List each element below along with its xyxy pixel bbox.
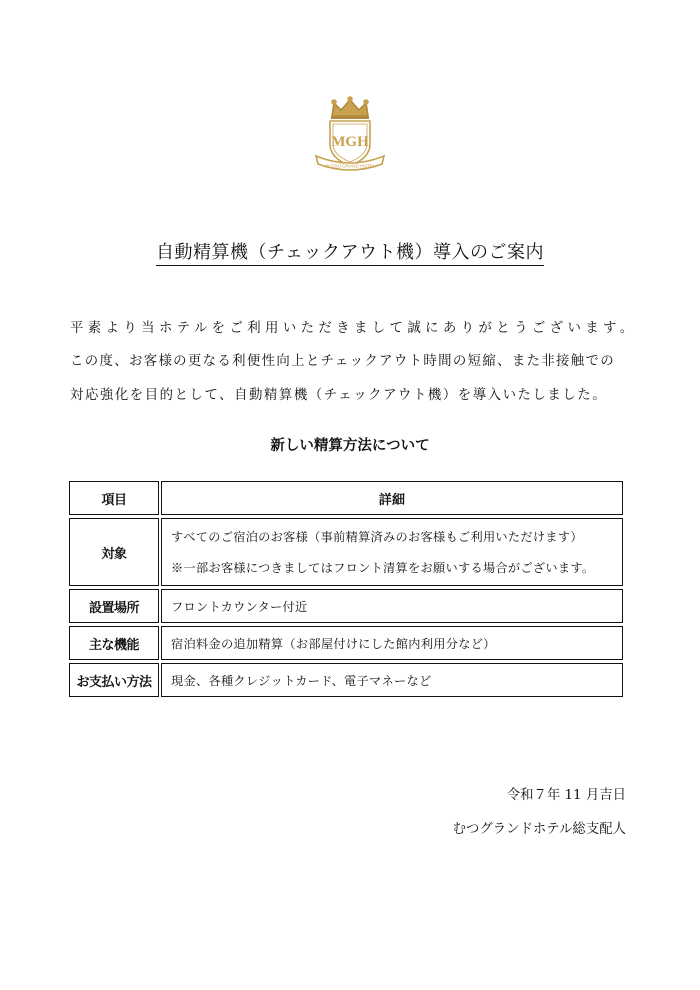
page-title [0,238,700,266]
row-label: 設置場所 [69,589,159,623]
row-detail-line: フロントカウンター付近 [171,599,308,614]
table-row [69,589,623,623]
table-row [69,626,623,660]
crest-icon [308,94,392,174]
page-title-text: 自動精算機（チェックアウト機）導入のご案内 [156,238,544,266]
intro-line-1: 平素より当ホテルをご利用いただきまして誠にありがとうございます。 [70,321,638,336]
table-row [69,518,623,586]
svg-text:MGH: MGH [331,134,369,150]
table-header-row [69,481,623,515]
row-detail-line: すべてのご宿泊のお客様（事前精算済みのお客様もご利用いただけます） [171,530,583,544]
row-detail [161,626,623,660]
row-label: 対象 [69,518,159,586]
row-label: 主な機能 [69,626,159,660]
hotel-logo [308,94,392,174]
row-detail-line: 現金、各種クレジットカード、電子マネーなど [171,673,432,688]
row-detail [161,663,623,697]
header-item: 項目 [69,481,159,515]
row-label: お支払い方法 [69,663,159,697]
signature: むつグランドホテル総支配人 [452,822,626,837]
row-detail-line: 宿泊料金の追加精算（お部屋付けにした館内利用分など） [171,636,496,651]
row-detail-line: ※一部お客様につきましてはフロント清算をお願いする場合がございます。 [171,561,595,575]
intro-line-3: 対応強化を目的として、自動精算機（チェックアウト機）を導入いたしました。 [70,388,608,403]
info-table [69,481,623,700]
row-detail [161,589,623,623]
header-detail: 詳細 [161,481,623,515]
row-detail [161,518,623,586]
issue-date: 令和７年 11 月吉日 [506,788,626,803]
section-subtitle: 新しい精算方法について [270,438,430,454]
table-row [69,663,623,697]
intro-line-2: この度、お客様の更なる利便性向上とチェックアウト時間の短縮、また非接触での [70,354,615,369]
svg-text:MUTSU GRAND HOTEL: MUTSU GRAND HOTEL [324,163,376,169]
